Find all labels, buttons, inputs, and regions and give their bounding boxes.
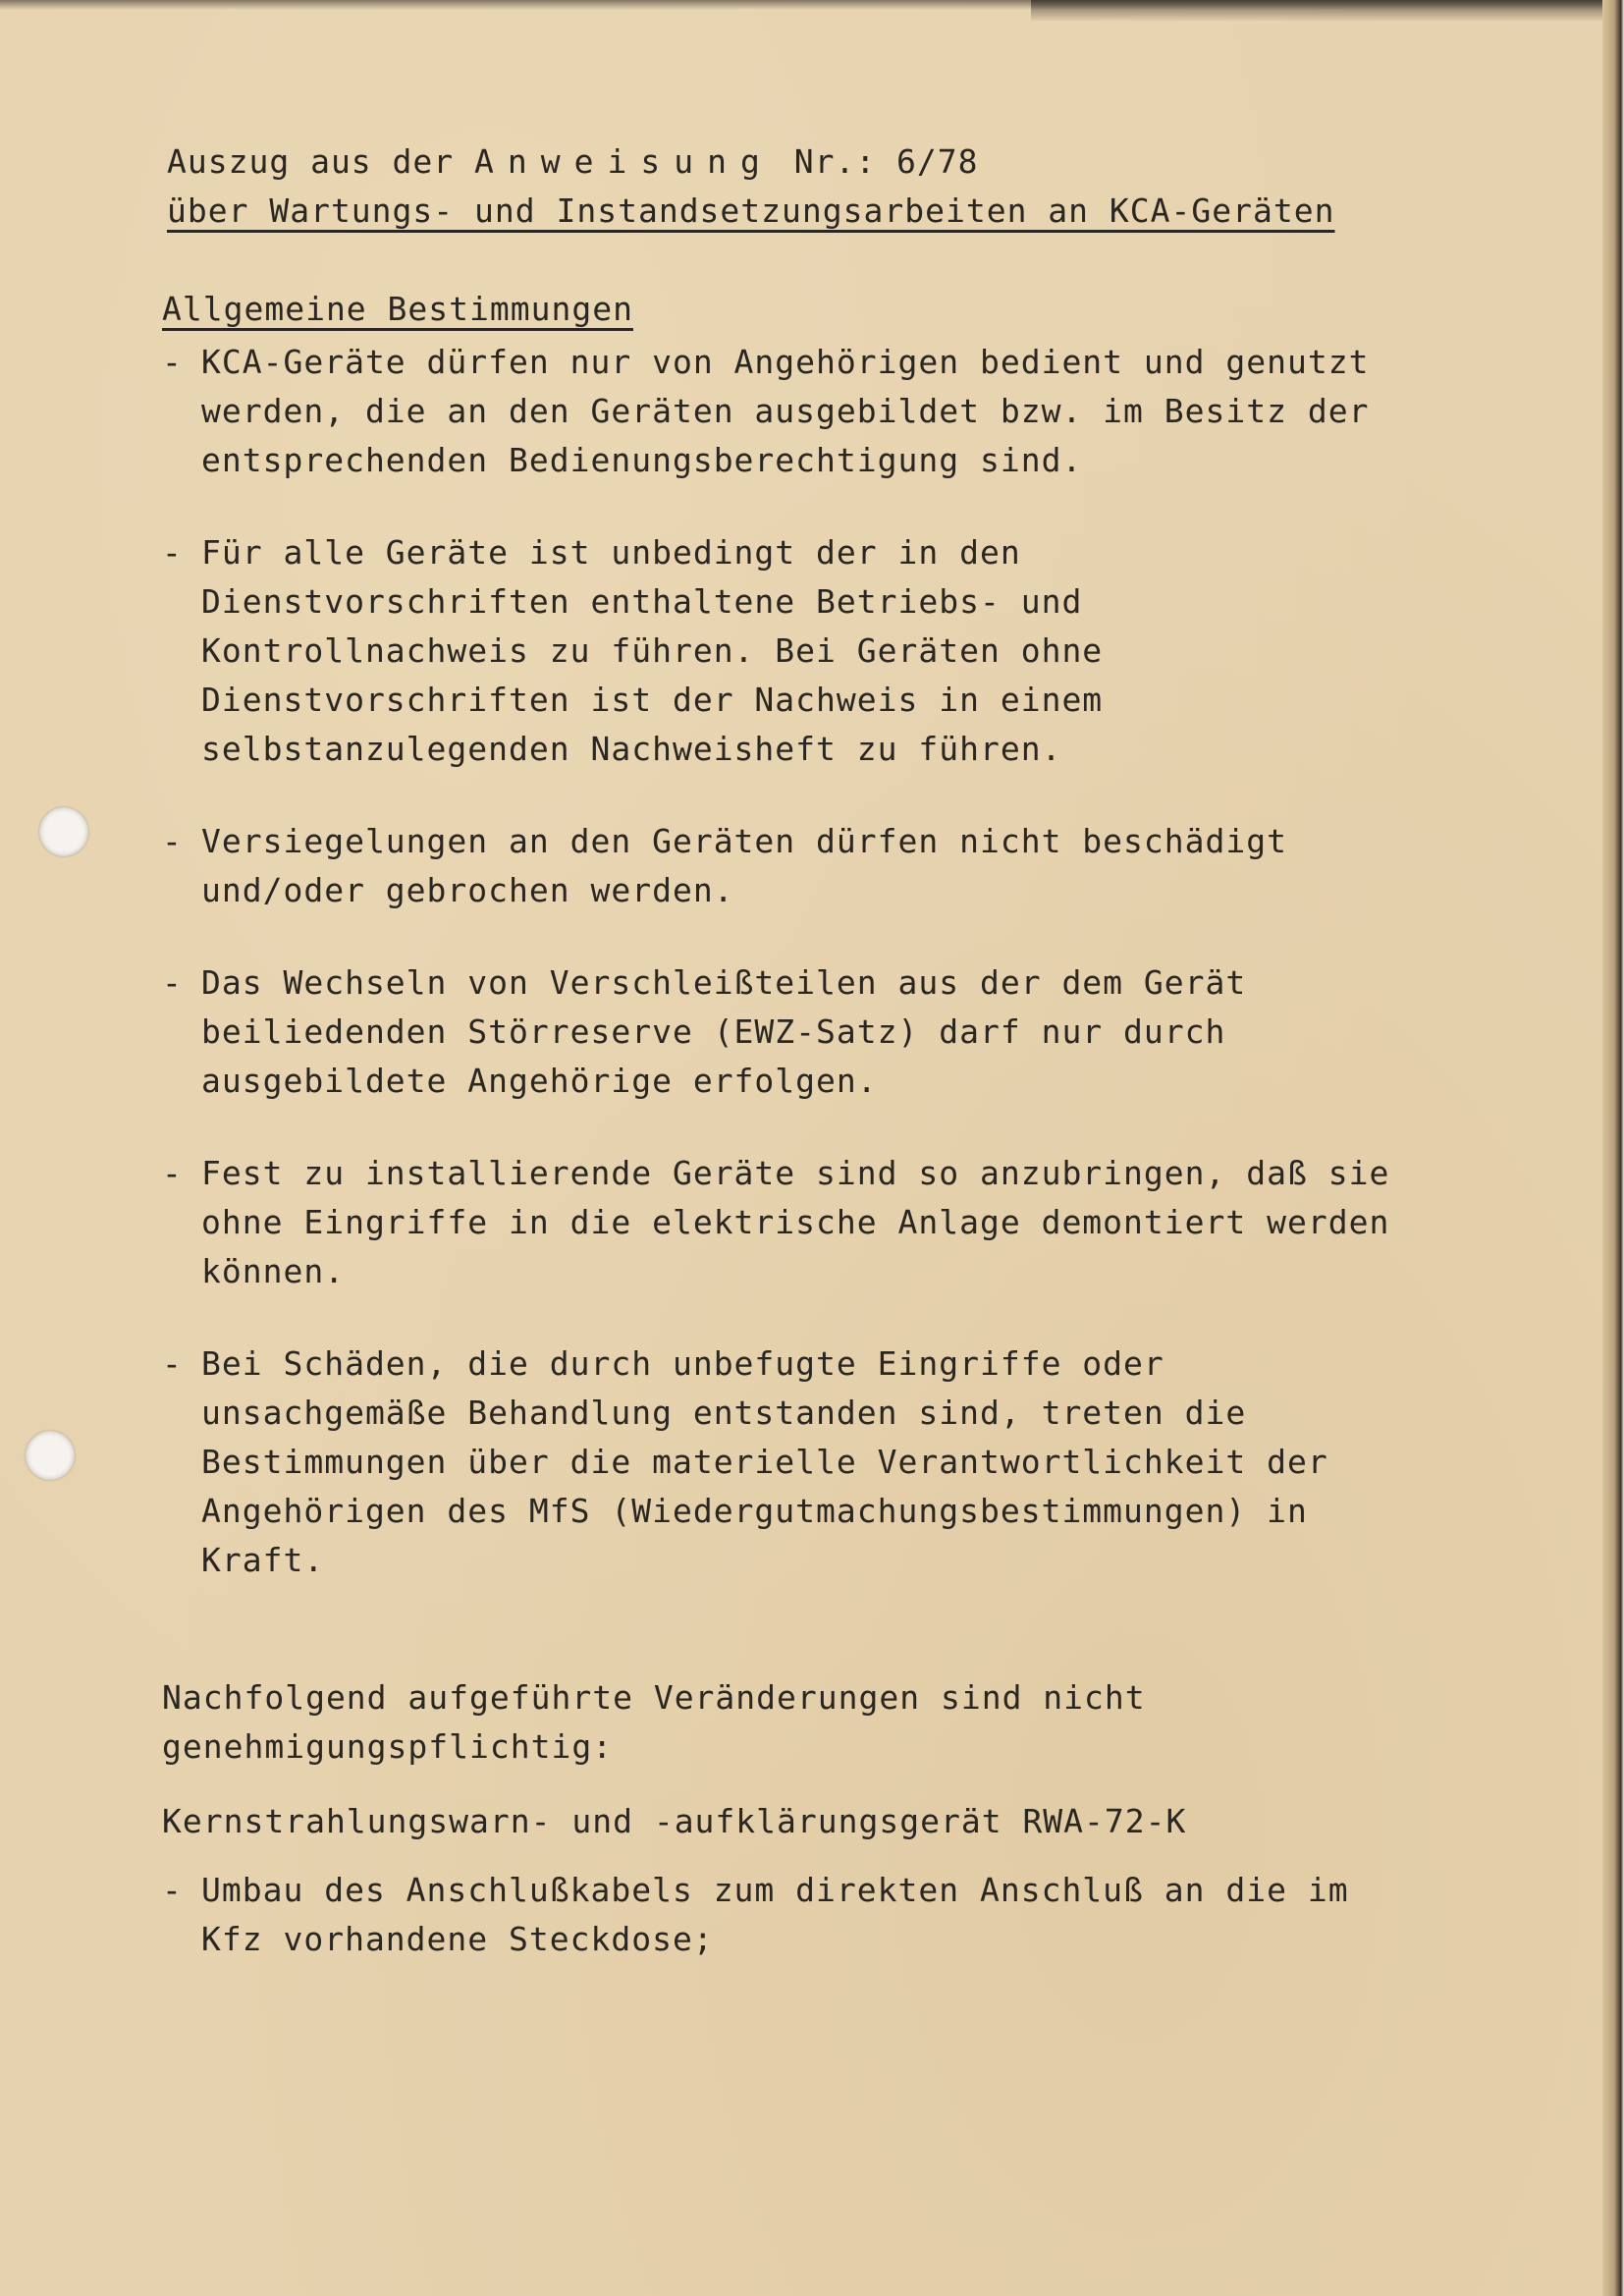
list-item-text: Das Wechseln von Verschleißteilen aus der dem Gerät beiliedenden Störreserve (EWZ-Satz) darf nur durch ausgebildete Angehörige erfolgen.	[201, 963, 1247, 1100]
list-item	[162, 1149, 1399, 1296]
device-title: Kernstrahlungswarn- und -aufklärungsgerät RWA-72-K	[162, 1802, 1187, 1840]
list-item-text: Fest zu installierende Geräte sind so anzubringen, daß sie ohne Eingriffe in die elektrische Anlage demontiert werden können.	[201, 1154, 1390, 1290]
list-item-text: Versiegelungen an den Geräten dürfen nicht beschädigt und/oder gebrochen werden.	[201, 822, 1287, 909]
list-dash: -	[162, 343, 182, 381]
list-item	[162, 958, 1399, 1106]
page-right-edge	[1602, 0, 1624, 2296]
list-dash: -	[162, 1344, 182, 1383]
document-title-line-2: über Wartungs- und Instandsetzungsarbeiten an KCA-Geräten	[167, 191, 1335, 230]
list-item	[162, 528, 1399, 774]
document-title-line-1	[167, 137, 1399, 187]
list-dash: -	[162, 822, 182, 860]
punch-hole-upper	[39, 807, 88, 856]
followup-section	[162, 1673, 1399, 1964]
title-number: Nr.: 6/78	[793, 142, 979, 181]
list-item	[162, 817, 1399, 915]
document-body	[162, 137, 1399, 1964]
list-item-text: Umbau des Anschlußkabels zum direkten Anschluß an die im Kfz vorhandene Steckdose;	[201, 1871, 1349, 1958]
list-dash: -	[162, 1154, 182, 1192]
general-provisions-section	[162, 285, 1399, 1585]
punch-hole-lower	[26, 1431, 75, 1480]
list-item	[162, 1866, 1399, 1964]
title-spaced-word: Anweisung	[474, 142, 774, 181]
followup-intro: Nachfolgend aufgeführte Veränderungen sind nicht genehmigungspflichtig:	[162, 1678, 1146, 1766]
list-dash: -	[162, 533, 182, 572]
list-item	[162, 1339, 1399, 1585]
list-item	[162, 338, 1399, 485]
list-item-text: Bei Schäden, die durch unbefugte Eingriffe oder unsachgemäße Behandlung entstanden sind, treten die Bestimmungen über die materielle Verantwortlichkeit der Angehörigen des MfS (Wiedergutmachungsbestimmungen) in Kraft.	[201, 1344, 1328, 1579]
page-top-shadow	[1031, 0, 1624, 22]
list-item-text: KCA-Geräte dürfen nur von Angehörigen bedient und genutzt werden, die an den Geräten ausgebildet bzw. im Besitz der entsprechenden Bedienungsberechtigung sind.	[201, 343, 1370, 479]
list-item-text: Für alle Geräte ist unbedingt der in den Dienstvorschriften enthaltene Betriebs- und Kontrollnachweis zu führen. Bei Geräten ohne Dienstvorschriften ist der Nachweis in einem selbstanzulegenden Nachweisheft zu führen.	[201, 533, 1104, 768]
list-dash: -	[162, 963, 182, 1002]
list-dash: -	[162, 1871, 182, 1909]
title-prefix: Auszug aus der	[167, 142, 455, 181]
section-heading: Allgemeine Bestimmungen	[162, 290, 633, 328]
